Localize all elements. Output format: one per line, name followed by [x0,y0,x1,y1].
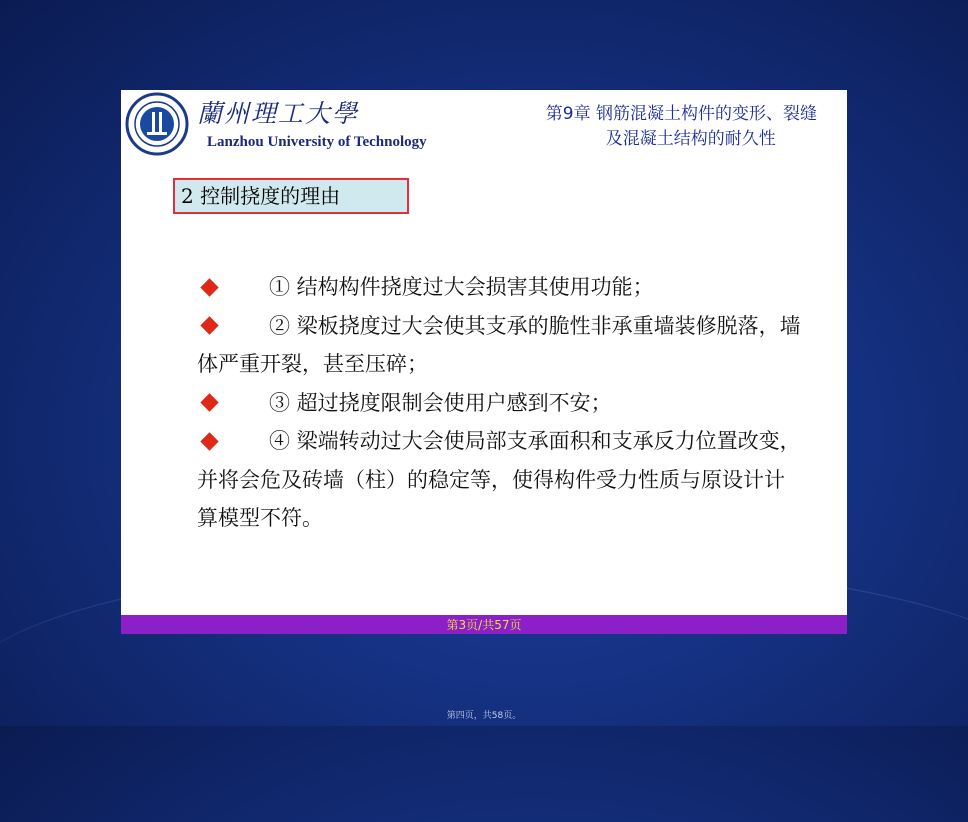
university-name-cn: 蘭州理工大學 [197,99,360,128]
slide [121,90,847,615]
diamond-bullet-icon [200,432,218,450]
list-item [197,422,803,538]
diamond-bullet-icon [200,393,218,411]
section-heading: 2 控制挠度的理由 [173,178,409,214]
list-item [197,268,803,307]
footer-page-count: 第四页，共58页。 [446,711,522,721]
list-item [197,307,803,384]
page-indicator: 第3页/共57页 [446,618,522,632]
diamond-bullet-icon [200,278,218,296]
list-item-text: ④ 梁端转动过大会使局部支承面积和支承反力位置改变，并将会危及砖墙（柱）的稳定等，使得构件受力性质与原设计计算模型不符。 [197,429,801,530]
list-item-text: ③ 超过挠度限制会使用户感到不安； [269,390,612,415]
chapter-title [546,102,817,152]
chapter-title-line1: 第9章 钢筋混凝土构件的变形、裂缝 [545,104,817,124]
chapter-title-line2: 及混凝土结构的耐久性 [605,129,776,149]
diamond-bullet-icon [200,316,218,334]
bullet-list [197,268,803,538]
list-item-text: ② 梁板挠度过大会使其支承的脆性非承重墙装修脱落，墙体严重开裂，甚至压碎； [197,313,801,376]
list-item [197,384,803,423]
university-logo-icon [125,92,189,156]
list-item-text: ① 结构构件挠度过大会损害其使用功能； [269,275,654,299]
university-name-en: Lanzhou University of Technology [207,134,427,150]
page-bar [121,615,847,634]
